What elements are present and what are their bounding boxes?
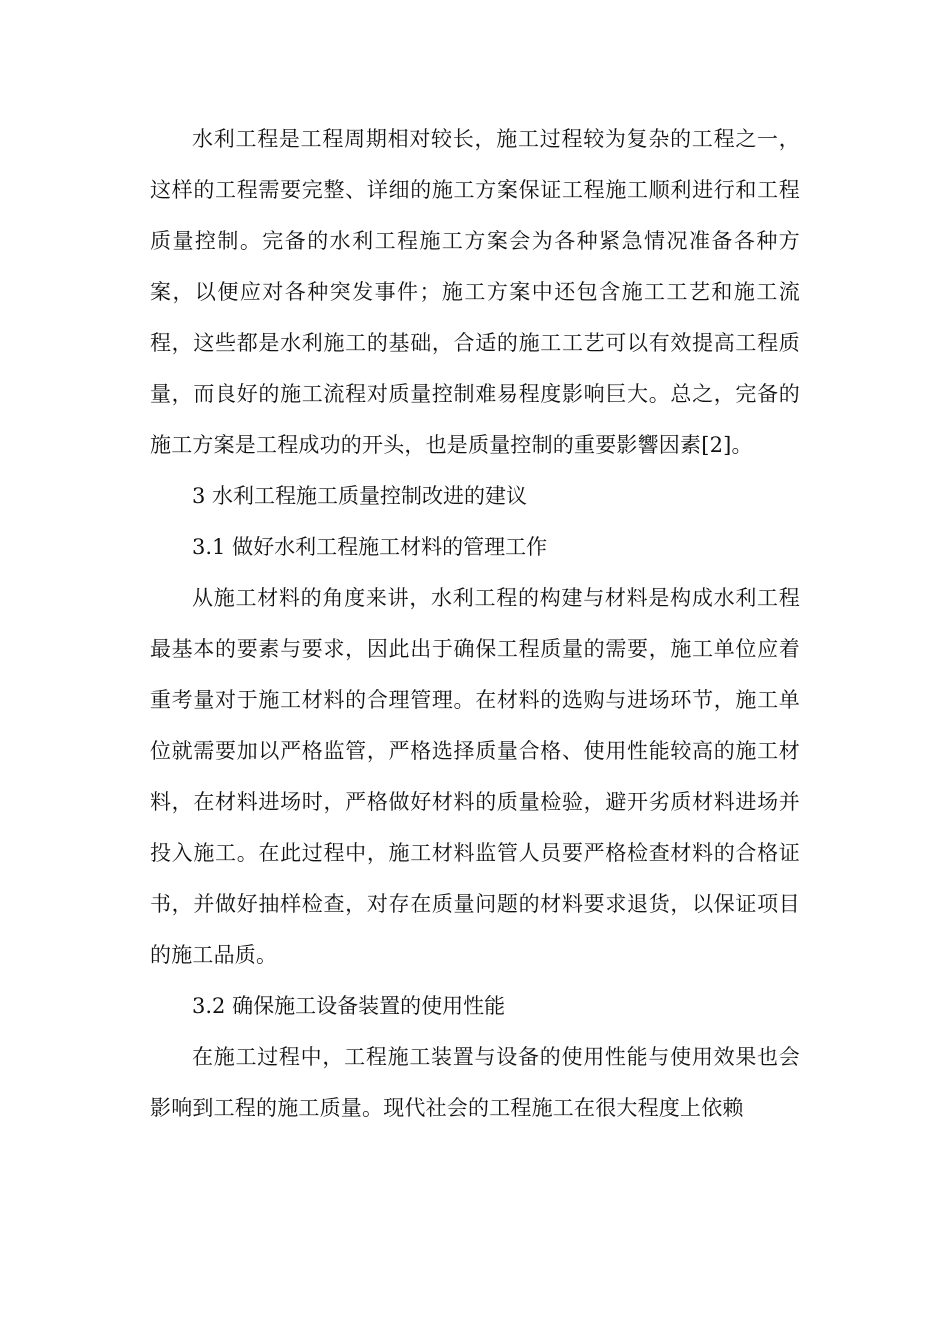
paragraph-equipment-performance: 在施工过程中，工程施工装置与设备的使用性能与使用效果也会影响到工程的施工质量。现代社会的工程施工在很大程度上依赖 [150, 1045, 800, 1120]
document-body [150, 114, 800, 1134]
section-heading-3: 3 水利工程施工质量控制改进的建议 [192, 484, 528, 508]
subsection-heading-3-1: 3.1 做好水利工程施工材料的管理工作 [192, 535, 548, 559]
paragraph-construction-plan: 水利工程是工程周期相对较长，施工过程较为复杂的工程之一，这样的工程需要完整、详细的施工方案保证工程施工顺利进行和工程质量控制。完备的水利工程施工方案会为各种紧急情况准备各种方案，以便应对各种突发事件；施工方案中还包含施工工艺和施工流程，这些都是水利施工的基础，合适的施工工艺可以有效提高工程质量，而良好的施工流程对质量控制难易程度影响巨大。总之，完备的施工方案是工程成功的开头，也是质量控制的重要影響因素[2]。 [150, 127, 800, 457]
paragraph-material-management: 从施工材料的角度来讲，水利工程的构建与材料是构成水利工程最基本的要素与要求，因此出于确保工程质量的需要，施工单位应着重考量对于施工材料的合理管理。在材料的选购与进场环节，施工单位就需要加以严格监管，严格选择质量合格、使用性能较高的施工材料，在材料进场时，严格做好材料的质量检验，避开劣质材料进场并投入施工。在此过程中，施工材料监管人员要严格检查材料的合格证书，并做好抽样检查，对存在质量问题的材料要求退货，以保证项目的施工品质。 [150, 586, 800, 967]
subsection-heading-3-2: 3.2 确保施工设备装置的使用性能 [192, 994, 506, 1018]
